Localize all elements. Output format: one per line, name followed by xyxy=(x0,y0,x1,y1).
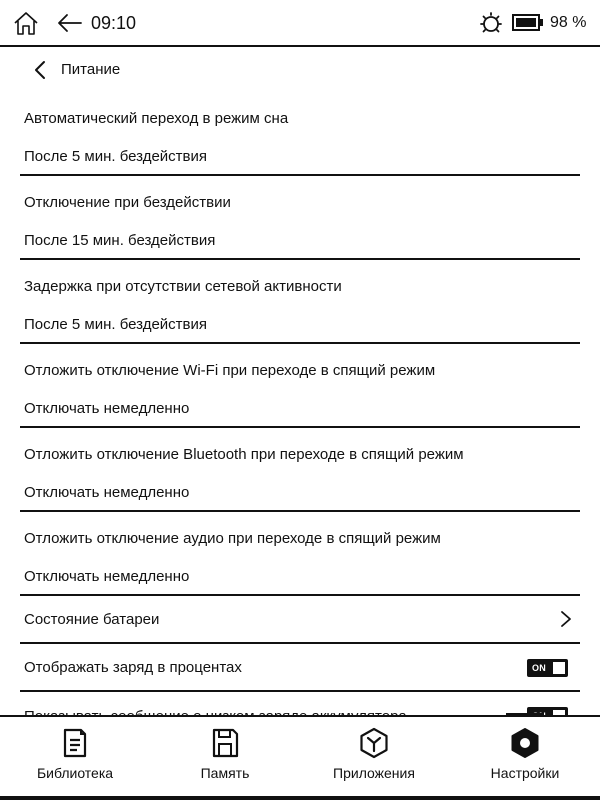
nav-settings[interactable] xyxy=(460,717,590,797)
library-icon xyxy=(59,727,91,759)
setting-title: Отложить отключение Wi-Fi при переходе в спящий режим xyxy=(24,362,436,379)
nav-label: Приложения xyxy=(333,765,415,781)
apps-icon xyxy=(358,727,390,759)
setting-value: После 5 мин. бездействия xyxy=(24,148,208,165)
settings-list xyxy=(0,92,600,712)
setting-auto-sleep[interactable] xyxy=(20,92,580,176)
setting-value: Отключать немедленно xyxy=(24,400,190,417)
storage-icon xyxy=(209,727,241,759)
battery-percent: 98 % xyxy=(550,14,587,31)
setting-audio-delay[interactable] xyxy=(20,512,580,596)
nav-storage[interactable] xyxy=(160,717,290,797)
settings-icon xyxy=(509,727,541,759)
toggle-label: ON xyxy=(532,663,547,673)
setting-value: После 15 мин. бездействия xyxy=(24,232,216,249)
setting-idle-poweroff[interactable] xyxy=(20,176,580,260)
setting-value: После 5 мин. бездействия xyxy=(24,316,208,333)
setting-title: Отложить отключение аудио при переходе в спящий режим xyxy=(24,530,441,547)
setting-title: Отображать заряд в процентах xyxy=(24,659,242,676)
chevron-right-icon xyxy=(560,610,572,628)
setting-value: Отключать немедленно xyxy=(24,568,190,585)
bottom-navigation xyxy=(0,715,600,800)
page-title: Питание xyxy=(61,61,121,78)
nav-apps[interactable] xyxy=(309,717,439,797)
nav-label: Память xyxy=(200,765,250,781)
nav-label: Настройки xyxy=(490,765,560,781)
setting-wifi-delay[interactable] xyxy=(20,344,580,428)
setting-title: Отложить отключение Bluetooth при переходе в спящий режим xyxy=(24,446,464,463)
setting-title: Отключение при бездействии xyxy=(24,194,231,211)
home-icon[interactable] xyxy=(12,10,40,36)
status-bar xyxy=(0,0,600,47)
setting-battery-state[interactable] xyxy=(20,596,580,644)
chevron-left-icon[interactable] xyxy=(32,60,48,80)
page-header xyxy=(0,48,600,92)
setting-value: Отключать немедленно xyxy=(24,484,190,501)
setting-title: Состояние батареи xyxy=(24,611,160,628)
brightness-icon[interactable] xyxy=(477,9,505,37)
show-percent-toggle[interactable] xyxy=(527,659,568,677)
setting-title: Автоматический переход в режим сна xyxy=(24,110,289,127)
setting-show-percent xyxy=(20,644,580,692)
battery-icon xyxy=(512,13,544,32)
setting-title: Задержка при отсутствии сетевой активности xyxy=(24,278,342,295)
setting-bluetooth-delay[interactable] xyxy=(20,428,580,512)
nav-library[interactable] xyxy=(10,717,140,797)
back-arrow-icon[interactable] xyxy=(56,12,84,34)
nav-label: Библиотека xyxy=(36,765,114,781)
toggle-knob xyxy=(553,662,565,674)
setting-network-delay[interactable] xyxy=(20,260,580,344)
bottom-border xyxy=(0,796,600,800)
clock-time: 09:10 xyxy=(91,13,137,33)
